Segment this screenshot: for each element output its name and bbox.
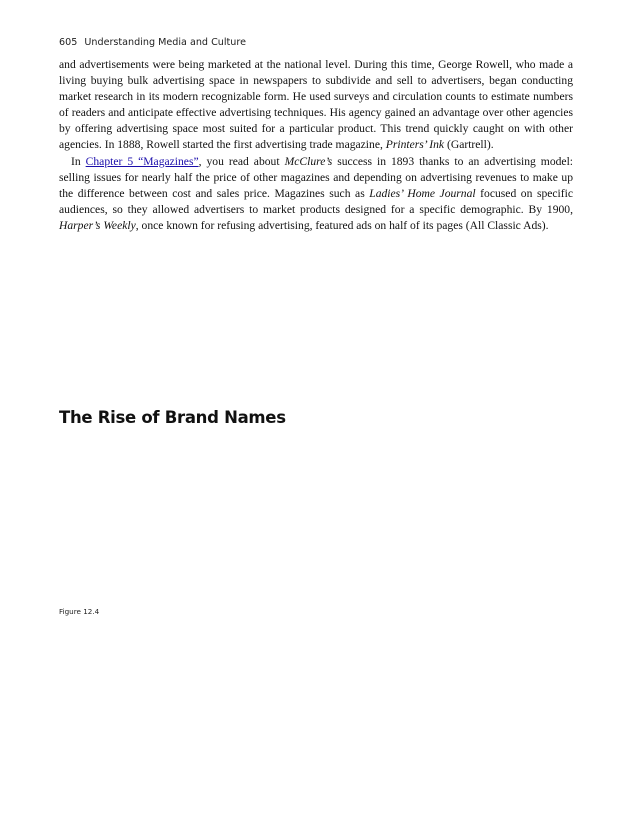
italic-title-printers-ink: Printers’ Ink bbox=[385, 138, 445, 152]
paragraph-text: success in 1893 thanks to an advertising model: selling issues for nearly half the price of other magazines and depending on advertising revenues to make up the difference between cost and sales price. Magazines such as bbox=[59, 154, 574, 200]
page-number: 605 bbox=[59, 37, 78, 48]
paragraph-text: In bbox=[71, 154, 86, 168]
book-title: Understanding Media and Culture bbox=[84, 37, 246, 48]
italic-title-mcclures: McClure’s bbox=[284, 154, 333, 168]
section-heading: The Rise of Brand Names bbox=[59, 408, 286, 427]
paragraph-magazines bbox=[59, 154, 573, 234]
paragraph-text: (Gartrell). bbox=[444, 138, 494, 152]
running-header bbox=[59, 37, 246, 48]
paragraph-text: , you read about bbox=[198, 154, 285, 168]
paragraph-text: , once known for refusing advertising, featured ads on half of its pages (All Classic Ads). bbox=[135, 218, 549, 232]
italic-title-harpers-weekly: Harper’s Weekly bbox=[59, 218, 136, 232]
figure-caption: Figure 12.4 bbox=[59, 607, 100, 616]
paragraph-rowell bbox=[59, 57, 573, 154]
paragraph-text: and advertisements were being marketed at the national level. During this time, George Rowell, who made a living buying bulk advertising space in newspapers to subdivide and sell to advertisers, began conducting market research in its modern recognizable form. He used surveys and circulation counts to estimate numbers of readers and anticipate effective advertising techniques. His agency gained an advantage over other agencies by offering advertising space most suited for a particular product. This trend quickly caught on with other agencies. In 1888, Rowell started the first advertising trade magazine, bbox=[59, 58, 573, 152]
italic-title-ladies-home-journal: Ladies’ Home Journal bbox=[369, 186, 476, 200]
paragraph-text: focused on specific audiences, so they allowed advertisers to market products designed for a specific demographic. By 1900, bbox=[59, 186, 573, 216]
body-text bbox=[59, 57, 573, 234]
chapter-5-magazines-link[interactable]: Chapter 5 “Magazines” bbox=[85, 154, 199, 168]
